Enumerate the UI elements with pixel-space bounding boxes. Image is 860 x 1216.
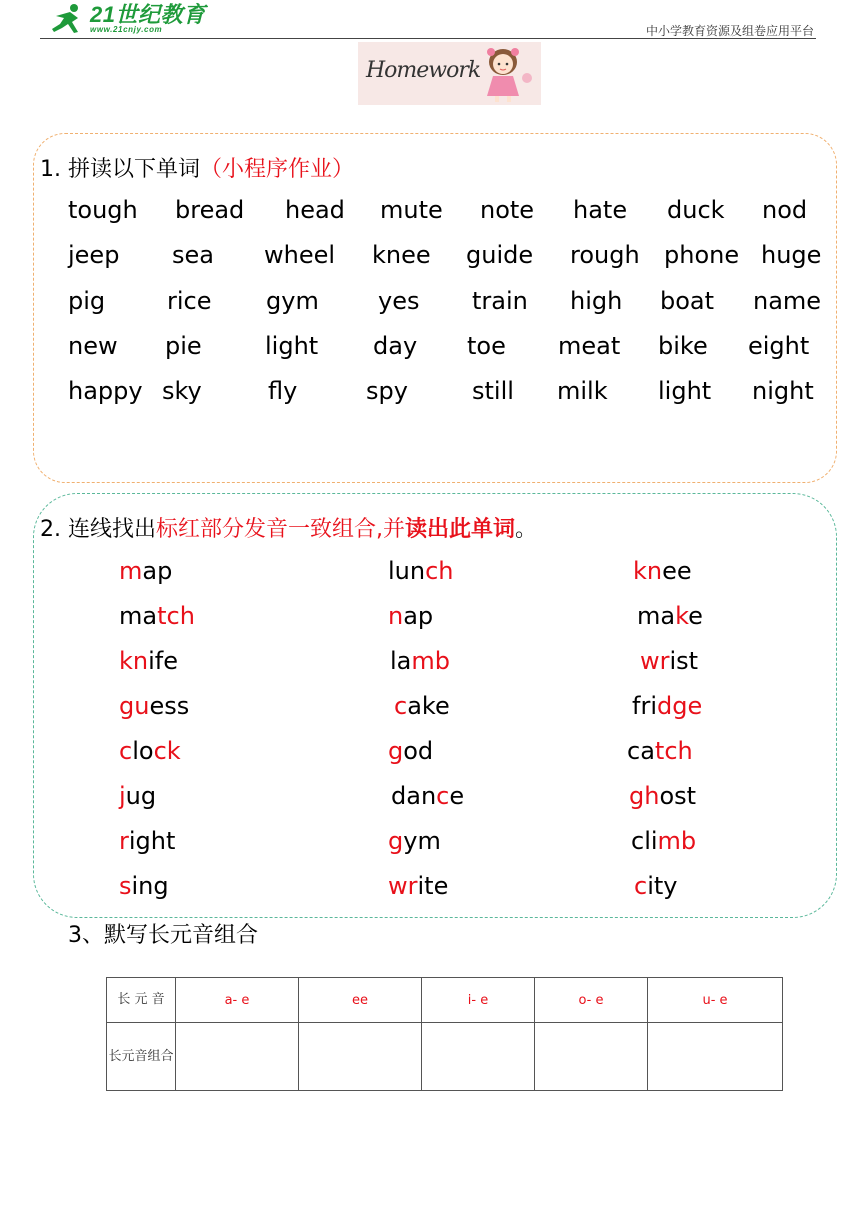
word-item: meat [558,332,621,360]
match-word[interactable] [631,827,696,855]
word-item: happy [68,377,143,405]
header-i-e: i- e [422,978,535,1023]
word-part: od [403,737,434,765]
word-item: train [472,287,528,315]
word-item: rough [570,241,640,269]
word-part: fri [632,692,657,720]
word-item: hate [573,196,628,224]
row1-label: 长 元 音 [107,978,176,1023]
header-ee: ee [299,978,422,1023]
word-part: ife [148,647,178,675]
highlighted-letters: kn [633,557,663,585]
match-word[interactable] [388,872,448,900]
word-item: guide [466,241,534,269]
section3-title: 3、默写长元音组合 [68,923,258,948]
word-part: ap [403,602,434,630]
answer-cell[interactable] [648,1023,783,1091]
match-word[interactable] [640,647,698,675]
table-row [107,1023,783,1091]
section2-heading-c: 读出此单词 [405,517,516,542]
word-item: note [480,196,535,224]
word-item: wheel [264,241,336,269]
platform-name: 中小学教育资源及组卷应用平台 [645,24,814,38]
word-item: light [658,377,712,405]
word-part: ma [637,602,676,630]
highlighted-letters: c [634,872,648,900]
word-item: sea [172,241,214,269]
highlighted-letters: c [119,737,133,765]
word-part: e [688,602,703,630]
highlighted-letters: gu [119,692,150,720]
highlighted-letters: r [119,827,129,855]
word-item: sky [162,377,202,405]
section2-title [40,512,537,543]
page-header [40,0,816,40]
word-item: tough [68,196,138,224]
word-item: toe [467,332,506,360]
word-item: spy [366,377,408,405]
long-vowel-table [106,977,783,1091]
word-part: ug [125,782,157,810]
header-a-e: a- e [176,978,299,1023]
section1-heading: 拼读以下单词 [68,157,201,182]
highlighted-letters: kn [119,647,149,675]
word-part: ight [128,827,176,855]
word-part: lo [132,737,154,765]
section1-number: 1. [40,157,61,182]
match-word[interactable] [119,557,172,585]
word-item: night [752,377,814,405]
answer-cell[interactable] [176,1023,299,1091]
match-word[interactable] [119,692,189,720]
word-item: high [570,287,623,315]
match-word[interactable] [627,737,693,765]
match-word[interactable] [390,647,450,675]
highlighted-letters: mb [411,647,450,675]
section1-box [33,133,837,483]
word-item: yes [378,287,420,315]
section2-heading-d: 。 [515,517,538,542]
table-row [107,978,783,1023]
answer-cell[interactable] [535,1023,648,1091]
match-word[interactable] [119,827,175,855]
word-part: ym [403,827,441,855]
word-part: ca [627,737,655,765]
highlighted-letters: tch [157,602,195,630]
section1-note: （小程序作业） [200,157,355,182]
homework-banner [358,42,541,105]
match-word[interactable] [391,782,464,810]
word-part: ity [647,872,678,900]
section1-title [40,152,354,183]
word-item: fly [268,377,298,405]
highlighted-letters: wr [640,647,670,675]
word-part: ake [407,692,450,720]
match-word[interactable] [388,557,454,585]
word-item: nod [762,196,808,224]
match-word[interactable] [119,602,195,630]
match-word[interactable] [637,602,703,630]
word-item: name [753,287,822,315]
word-part: la [390,647,412,675]
highlighted-letters: dge [656,692,703,720]
match-word[interactable] [634,872,677,900]
highlighted-letters: j [119,782,126,810]
runner-logo-icon [48,2,88,36]
word-item: rice [167,287,212,315]
word-item: duck [667,196,725,224]
word-item: pig [68,287,106,315]
match-word[interactable] [632,692,702,720]
row2-label: 长元音组合 [107,1023,176,1091]
word-item: day [373,332,418,360]
match-word[interactable] [388,602,433,630]
highlighted-letters: wr [388,872,418,900]
word-item: mute [380,196,443,224]
highlighted-letters: g [388,827,404,855]
header-divider [40,38,816,39]
highlighted-letters: g [388,737,404,765]
word-item: pie [165,332,202,360]
highlighted-letters: m [119,557,143,585]
logo-url: www.21cnjy.com [90,25,163,34]
word-part: ee [662,557,692,585]
match-word[interactable] [629,782,696,810]
site-logo [48,2,205,36]
word-item: phone [664,241,740,269]
highlighted-letters: mb [657,827,697,855]
match-word[interactable] [394,692,450,720]
word-part: lun [388,557,426,585]
header-o-e: o- e [535,978,648,1023]
word-item: bread [175,196,245,224]
word-item: gym [266,287,319,315]
word-part: ite [417,872,449,900]
word-item: head [285,196,345,224]
match-word[interactable] [119,872,169,900]
highlighted-letters: n [388,602,404,630]
highlighted-letters: k [675,602,689,630]
match-word[interactable] [633,557,692,585]
answer-cell[interactable] [422,1023,535,1091]
word-part: ing [131,872,169,900]
homework-label: Homework [366,58,481,83]
match-word[interactable] [119,737,181,765]
word-item: huge [761,241,822,269]
word-part: ist [669,647,699,675]
highlighted-letters: s [119,872,132,900]
highlighted-letters: c [436,782,450,810]
highlighted-letters: c [394,692,408,720]
highlighted-letters: gh [629,782,660,810]
section2-heading-b: 标红部分发音一致组合,并 [156,517,406,542]
word-part: ess [149,692,190,720]
word-part: e [449,782,465,810]
match-word[interactable] [388,737,433,765]
word-item: bike [658,332,708,360]
word-part: dan [391,782,437,810]
word-item: milk [557,377,608,405]
answer-cell[interactable] [299,1023,422,1091]
word-part: ost [659,782,697,810]
highlighted-letters: ck [153,737,181,765]
match-word[interactable] [388,827,441,855]
word-part: cli [631,827,658,855]
match-word[interactable] [119,647,178,675]
section2-heading-a: 连线找出 [68,517,157,542]
highlighted-letters: ch [425,557,454,585]
logo-title: 21世纪教育 [90,2,206,27]
word-part: ap [142,557,173,585]
header-u-e: u- e [648,978,783,1023]
word-part: ma [119,602,158,630]
highlighted-letters: tch [654,737,693,765]
word-item: new [68,332,118,360]
word-item: eight [748,332,810,360]
match-word[interactable] [119,782,156,810]
word-item: knee [372,241,431,269]
section2-number: 2. [40,517,61,542]
girl-illustration-icon [473,44,537,104]
word-item: light [265,332,319,360]
word-item: boat [660,287,715,315]
word-item: jeep [68,241,120,269]
word-item: still [472,377,514,405]
